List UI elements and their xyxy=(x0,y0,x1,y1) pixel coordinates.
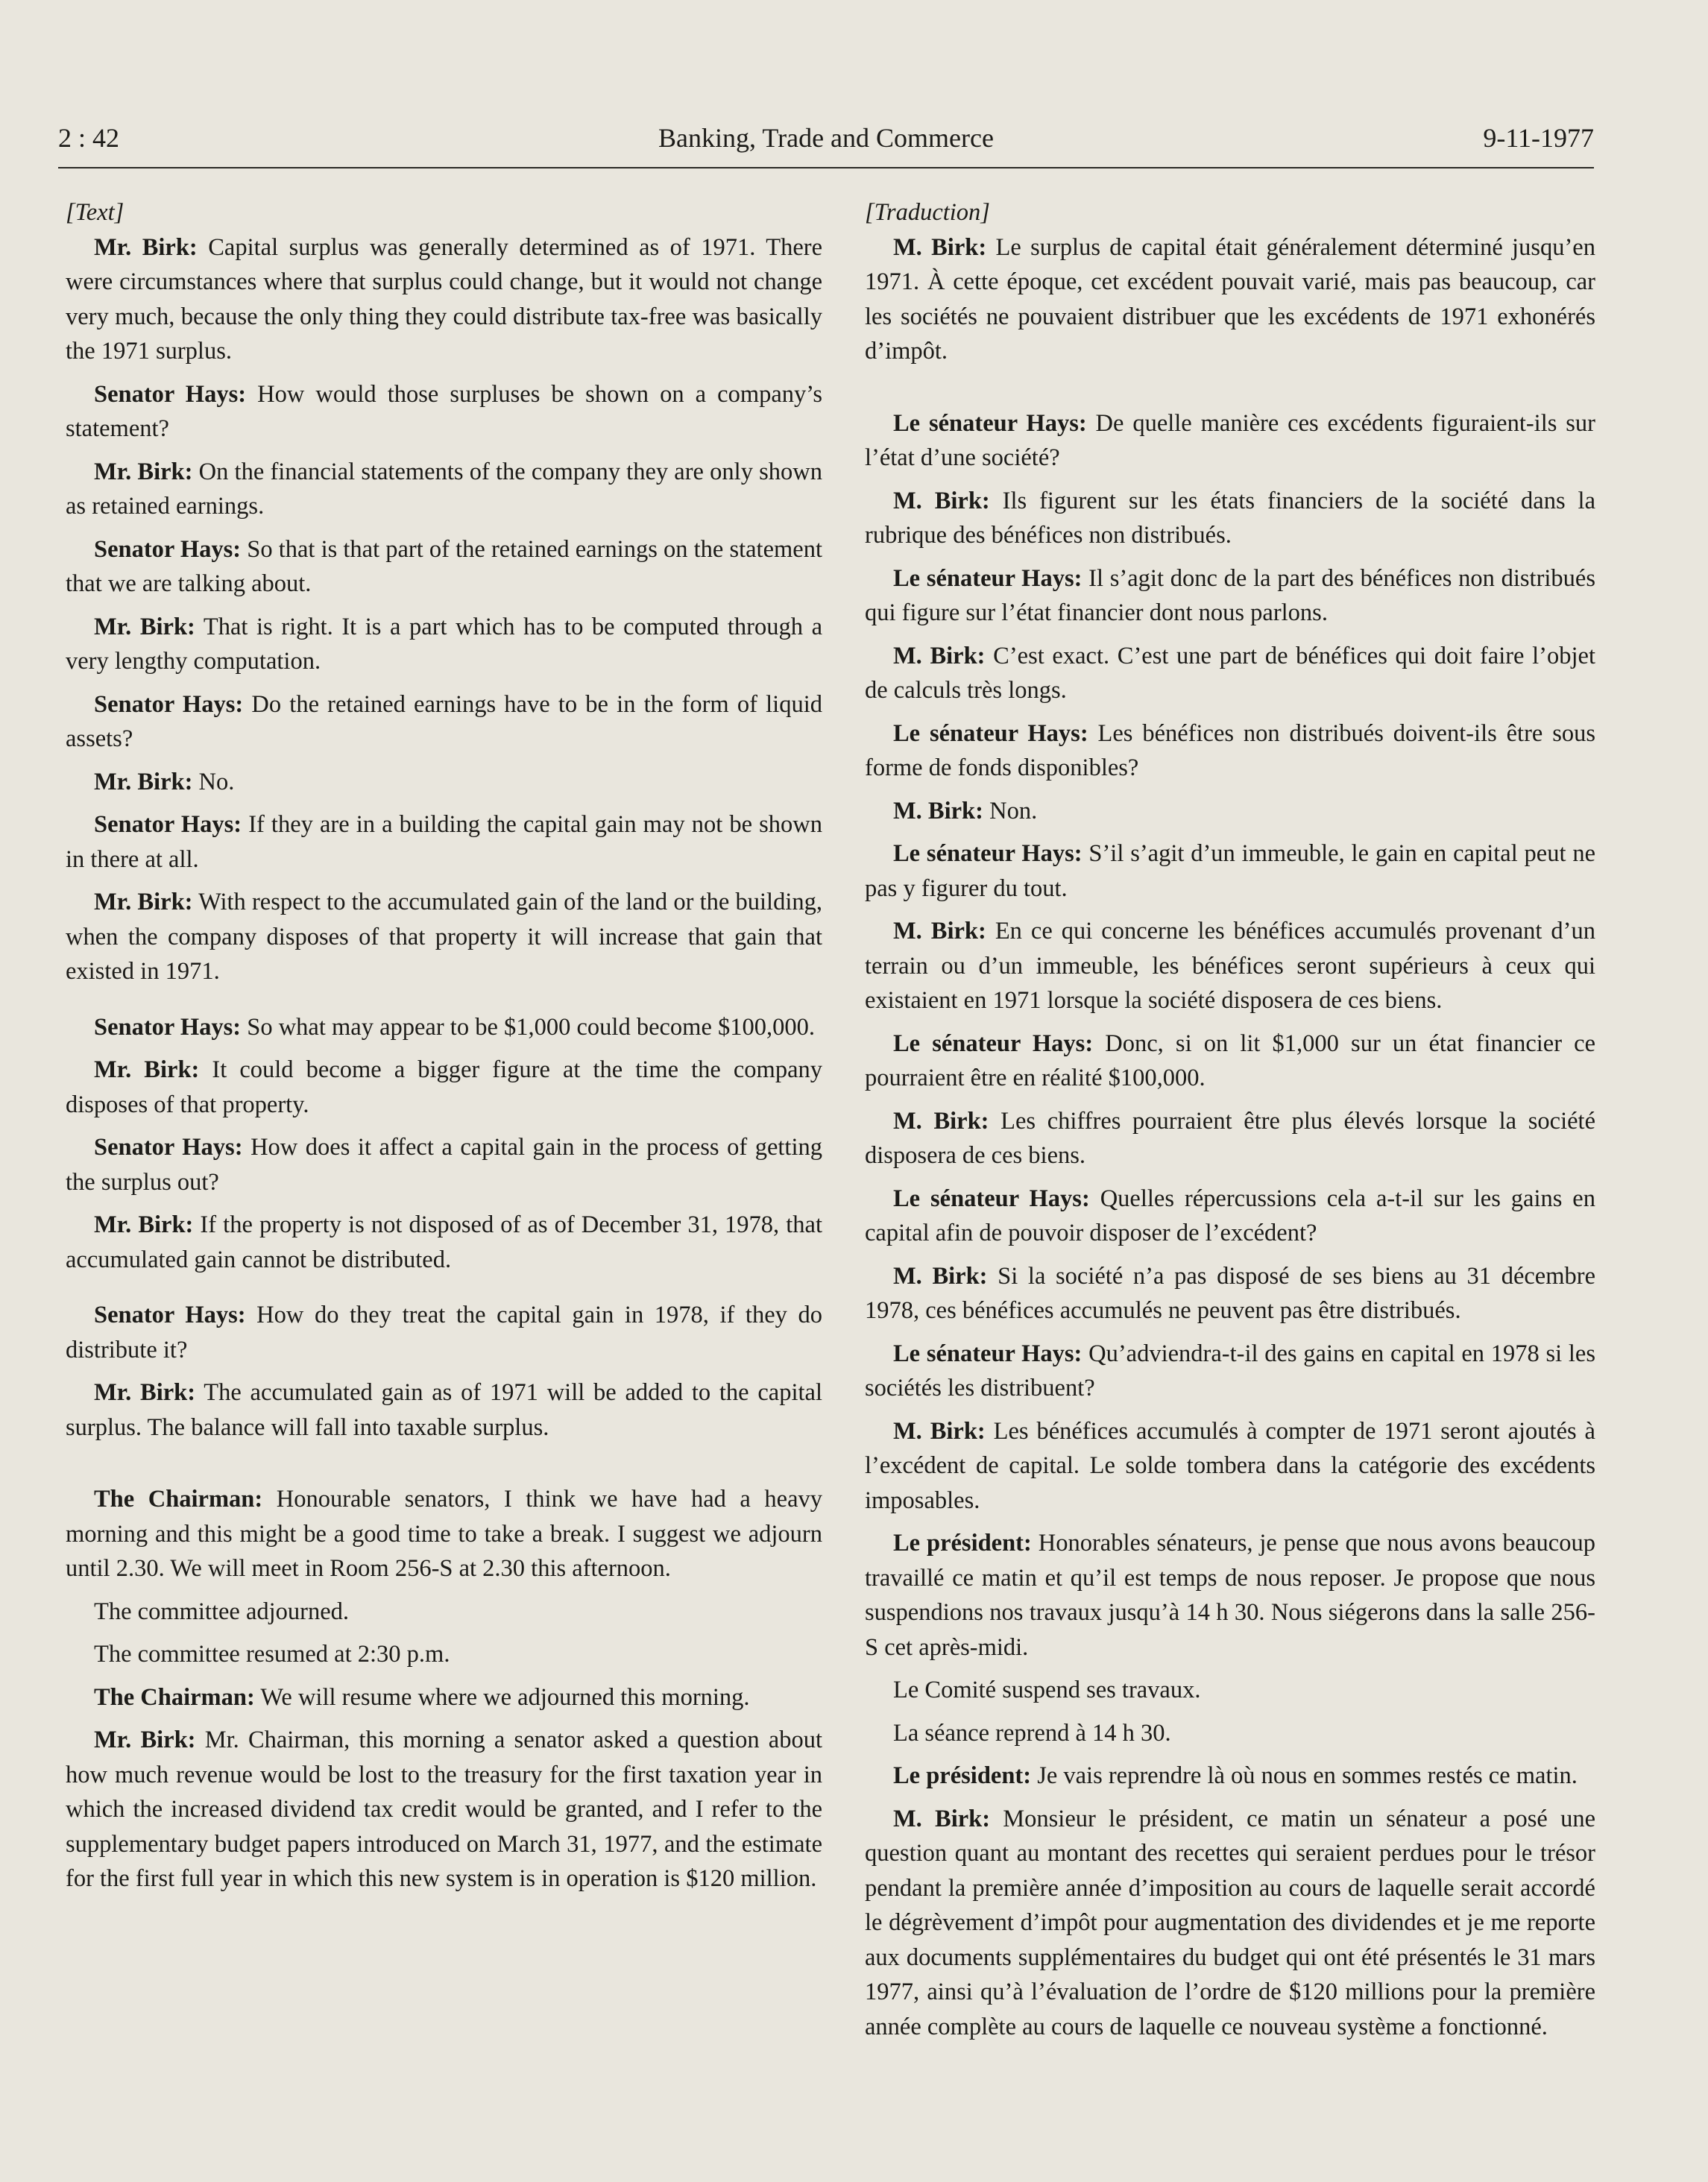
speech-text: Le surplus de capital était généralement déterminé jusqu’en 1971. À cette époque, cet excédent pouvait varié, mais pas beaucoup, car les sociétés ne pouvaient distribuer que les excédents de 1971 exhonérés d’impôt. xyxy=(865,233,1595,365)
speech-text: Les chiffres pourraient être plus élevés lorsque la société disposera de ces biens. xyxy=(865,1107,1595,1169)
speaker-name: Le sénateur Hays: xyxy=(893,1029,1094,1057)
running-title: Banking, Trade and Commerce xyxy=(658,123,994,153)
speech-text: Honorables sénateurs, je pense que nous avons beaucoup travaillé ce matin et qu’il est temps de nous reposer. Je propose que nous suspendions nos travaux jusqu’à 14 h 30. Nous siégerons dans la salle 256-S cet après-midi. xyxy=(865,1530,1595,1661)
speaker-name: The Chairman: xyxy=(94,1683,255,1711)
speech-text: With respect to the accumulated gain of the land or the building, when the company disposes of that property it will increase that gain that existed in 1971. xyxy=(66,889,822,985)
speaker-name: Le sénateur Hays: xyxy=(893,409,1087,437)
speaker-name: M. Birk: xyxy=(893,1107,989,1135)
speech-paragraph xyxy=(66,532,822,602)
speech-text: S’il s’agit d’un immeuble, le gain en capital peut ne pas y figurer du tout. xyxy=(865,840,1596,902)
procedural-note: The committee resumed at 2:30 p.m. xyxy=(94,1641,450,1668)
speech-paragraph xyxy=(865,406,1595,476)
speech-paragraph xyxy=(865,639,1595,708)
speaker-name: Mr. Birk: xyxy=(94,1211,194,1238)
speech-text: The accumulated gain as of 1971 will be added to the capital surplus. The balance will fall into taxable surplus. xyxy=(66,1379,822,1441)
speech-paragraph xyxy=(66,1208,822,1277)
speech-text: So that is that part of the retained earnings on the statement that we are talking about. xyxy=(66,535,822,597)
speech-paragraph xyxy=(66,377,822,447)
speaker-name: M. Birk: xyxy=(893,1805,991,1832)
speech-text: Mr. Chairman, this morning a senator asked a question about how much revenue would be lost to the treasury for the first taxation year in which the increased dividend tax credit would be granted, and I refer to the supplementary budget papers introduced on March 31, 1977, and the estimate for the first full year in which this new system is in operation is $120 million. xyxy=(66,1727,822,1892)
speech-text: Donc, si on lit $1,000 sur un état financier ce pourraient être en réalité $100,000. xyxy=(865,1029,1595,1091)
speech-paragraph xyxy=(865,484,1595,553)
speech-text: So what may appear to be $1,000 could become $100,000. xyxy=(241,1013,816,1041)
speech-text: De quelle manière ces excédents figuraient-ils sur l’état d’une société? xyxy=(865,409,1595,471)
speaker-name: M. Birk: xyxy=(893,918,986,945)
speech-paragraph xyxy=(865,914,1595,1018)
speech-text: Qu’adviendra-t-il des gains en capital en 1978 si les sociétés les distribuent? xyxy=(865,1340,1595,1401)
speaker-name: Le sénateur Hays: xyxy=(893,719,1088,747)
speaker-name: Senator Hays: xyxy=(94,535,242,563)
speaker-name: Senator Hays: xyxy=(94,380,247,408)
speaker-name: Mr. Birk: xyxy=(94,1727,196,1753)
speaker-name: Mr. Birk: xyxy=(94,768,193,795)
speech-paragraph xyxy=(865,1802,1595,2045)
speaker-name: The Chairman: xyxy=(94,1486,263,1513)
speech-paragraph xyxy=(865,836,1595,906)
speaker-name: M. Birk: xyxy=(893,797,983,824)
speech-text: Les bénéfices accumulés à compter de 1971 seront ajoutés à l’excédent de capital. Le solde tombera dans la catégorie des excédents imposables. xyxy=(865,1417,1595,1514)
speech-text: Honourable senators, I think we have had a heavy morning and this might be a good time to take a break. I suggest we adjourn until 2.30. We will meet in Room 256-S at 2.30 this afternoon. xyxy=(66,1486,822,1582)
page-number: 2 : 42 xyxy=(58,123,120,153)
speaker-name: M. Birk: xyxy=(893,1417,986,1445)
speech-text: No. xyxy=(192,768,235,795)
page-header xyxy=(58,118,1594,168)
speaker-name: Le sénateur Hays: xyxy=(893,1185,1090,1212)
speaker-name: Senator Hays: xyxy=(94,811,242,838)
speaker-name: Mr. Birk: xyxy=(94,889,193,915)
speech-text: How does it affect a capital gain in the process of getting the surplus out? xyxy=(66,1134,822,1196)
speech-text: Les bénéfices non distribués doivent-ils être sous forme de fonds disponibles? xyxy=(865,719,1595,781)
speech-paragraph xyxy=(66,885,822,989)
speech-paragraph xyxy=(865,716,1595,786)
speech-paragraph xyxy=(66,1375,822,1445)
speaker-name: Senator Hays: xyxy=(94,690,244,718)
speech-paragraph xyxy=(865,794,1595,829)
speech-paragraph xyxy=(865,1526,1595,1665)
speech-text: Quelles répercussions cela a-t-il sur les gains en capital afin de pouvoir disposer de l’excédent? xyxy=(865,1185,1595,1246)
sitting-date: 9-11-1977 xyxy=(1483,123,1594,153)
speaker-name: Le sénateur Hays: xyxy=(893,564,1083,592)
speech-text: En ce qui concerne les bénéfices accumulés provenant d’un terrain ou d’un immeuble, les bénéfices seront supérieurs à ceux qui existaient en 1971 lorsque la société disposera de ces biens. xyxy=(865,918,1595,1014)
speaker-name: M. Birk: xyxy=(893,233,987,261)
speech-paragraph xyxy=(865,1104,1595,1173)
speech-paragraph xyxy=(865,561,1595,631)
speech-paragraph xyxy=(66,1723,822,1896)
speaker-name: Le sénateur Hays: xyxy=(893,1340,1083,1367)
speech-text: How do they treat the capital gain in 1978, if they do distribute it? xyxy=(66,1302,822,1363)
speaker-name: Le président: xyxy=(893,1762,1032,1789)
speaker-name: Mr. Birk: xyxy=(94,1379,196,1406)
speech-text: It could become a bigger figure at the time the company disposes of that property. xyxy=(66,1056,822,1118)
speech-text: If the property is not disposed of as of December 31, 1978, that accumulated gain cannot be distributed. xyxy=(66,1211,822,1273)
language-tag: [Text] xyxy=(66,199,125,226)
speaker-name: Mr. Birk: xyxy=(94,613,195,640)
speech-text: C’est exact. C’est une part de bénéfices qui doit faire l’objet de calculs très longs. xyxy=(865,642,1595,704)
speech-text: Je vais reprendre là où nous en sommes restés ce matin. xyxy=(1031,1762,1578,1789)
speech-paragraph xyxy=(865,1759,1595,1794)
speech-paragraph xyxy=(66,765,822,800)
language-tag: [Traduction] xyxy=(865,199,990,226)
speaker-name: Mr. Birk: xyxy=(94,233,198,261)
speech-paragraph xyxy=(66,455,822,524)
speaker-name: Senator Hays: xyxy=(94,1134,243,1161)
speaker-name: M. Birk: xyxy=(893,487,990,514)
speech-text: How would those surpluses be shown on a company’s statement? xyxy=(66,380,822,442)
speech-paragraph xyxy=(865,1337,1595,1406)
speaker-name: Mr. Birk: xyxy=(94,458,193,485)
speech-paragraph xyxy=(66,687,822,757)
english-column xyxy=(66,195,822,1905)
speech-paragraph xyxy=(66,1482,822,1586)
speech-text: Non. xyxy=(983,797,1038,824)
speech-paragraph xyxy=(865,1414,1595,1519)
speech-text: That is right. It is a part which has to be computed through a very lengthy computation. xyxy=(66,613,822,675)
speech-paragraph xyxy=(865,1259,1595,1328)
procedural-note: La séance reprend à 14 h 30. xyxy=(893,1719,1171,1747)
speech-text: Ils figurent sur les états financiers de la société dans la rubrique des bénéfices non distribués. xyxy=(865,487,1595,549)
speech-paragraph xyxy=(66,610,822,679)
speech-text: Capital surplus was generally determined as of 1971. There were circumstances where that surplus could change, but it would not change very much, because the only thing they could distribute tax-free was basically the 1971 surplus. xyxy=(66,233,822,365)
speech-paragraph xyxy=(66,1130,822,1199)
procedural-note: The committee adjourned. xyxy=(94,1598,350,1625)
speaker-name: M. Birk: xyxy=(893,1262,988,1290)
speech-paragraph xyxy=(66,1010,822,1045)
speech-text: Si la société n’a pas disposé de ses biens au 31 décembre 1978, ces bénéfices accumulés ne peuvent pas être distribués. xyxy=(865,1262,1595,1324)
speech-paragraph xyxy=(865,230,1595,369)
speech-text: We will resume where we adjourned this morning. xyxy=(254,1683,750,1711)
speaker-name: Senator Hays: xyxy=(94,1302,246,1328)
speaker-name: M. Birk: xyxy=(893,642,986,669)
speech-text: On the financial statements of the company they are only shown as retained earnings. xyxy=(66,458,822,520)
speech-paragraph xyxy=(66,230,822,369)
speech-text: If they are in a building the capital gain may not be shown in there at all. xyxy=(66,811,822,873)
speech-paragraph xyxy=(865,1027,1595,1096)
speech-text: Monsieur le président, ce matin un sénateur a posé une question quant au montant des recettes qui seraient perdues pour le trésor pendant la première année d’imposition au cours de laquelle serait accordé le dégrèvement d’impôt pour augmentation des dividendes et je me reporte aux documents supplémentaires du budget qui ont été présentés le 31 mars 1977, ainsi qu’à l’évaluation de l’ordre de $120 millions pour la première année complète au cours de laquelle ce nouveau système a fonctionné. xyxy=(865,1805,1595,2040)
speaker-name: Le président: xyxy=(893,1530,1032,1557)
speech-paragraph xyxy=(865,1182,1595,1251)
speech-text: Do the retained earnings have to be in the form of liquid assets? xyxy=(66,690,822,752)
speech-paragraph xyxy=(66,807,822,877)
speech-paragraph xyxy=(66,1053,822,1122)
procedural-note: Le Comité suspend ses travaux. xyxy=(893,1677,1201,1703)
speech-text: Il s’agit donc de la part des bénéfices non distribués qui figure sur l’état financier dont nous parlons. xyxy=(865,564,1595,626)
speech-paragraph xyxy=(66,1298,822,1367)
speaker-name: Mr. Birk: xyxy=(94,1056,200,1083)
speaker-name: Senator Hays: xyxy=(94,1013,242,1041)
french-column xyxy=(865,195,1595,2052)
speech-paragraph xyxy=(66,1680,822,1715)
speaker-name: Le sénateur Hays: xyxy=(893,840,1083,867)
